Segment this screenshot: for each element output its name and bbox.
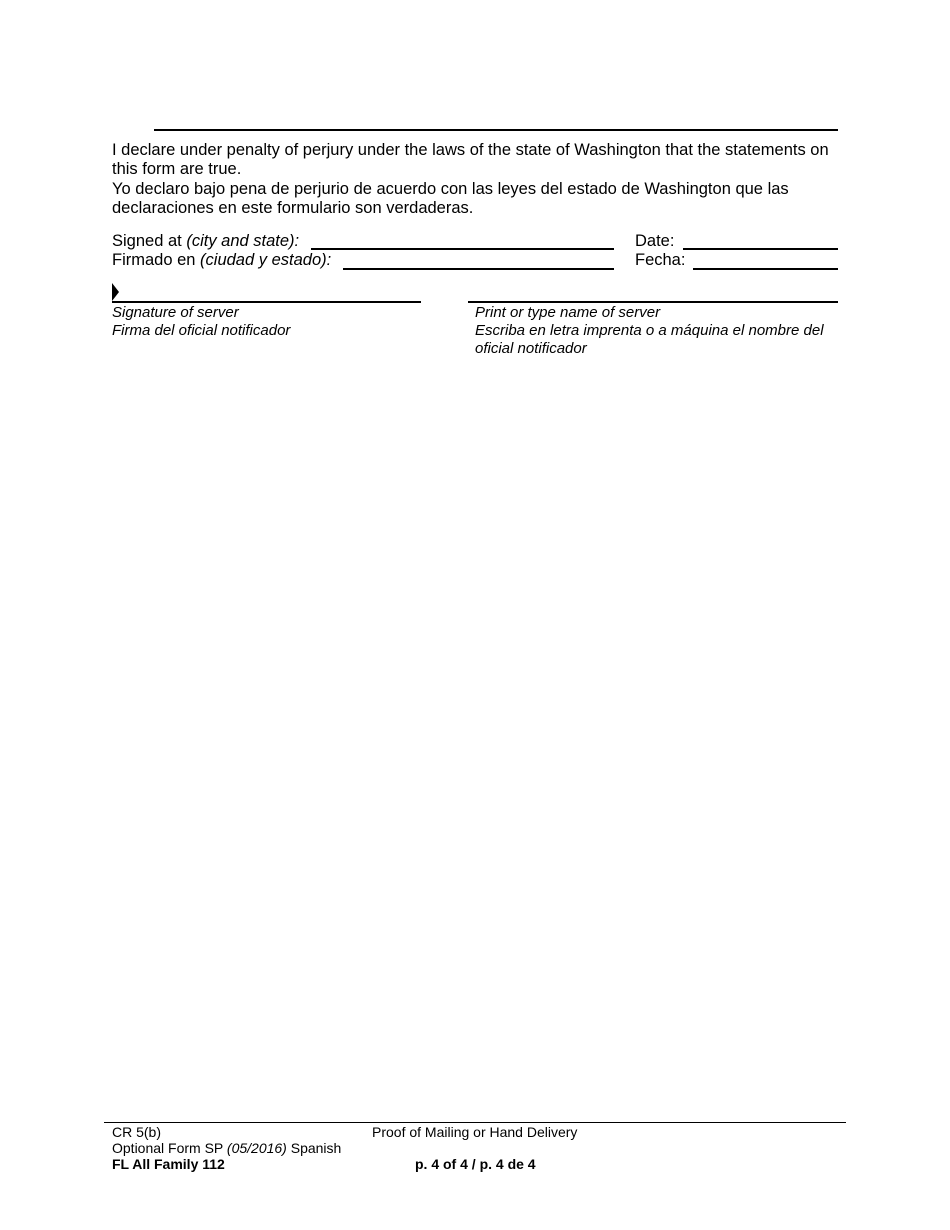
footer-rule-code: CR 5(b) bbox=[112, 1124, 162, 1140]
footer-divider bbox=[104, 1122, 846, 1123]
declaration-spanish: Yo declaro bajo pena de perjurio de acuerdo con las leyes del estado de Washington que las declaraciones en este formulario son verdaderas. bbox=[112, 180, 789, 217]
footer-optional-form-date: (05/2016) bbox=[226, 1140, 287, 1156]
signed-at-hint: (city and state): bbox=[186, 232, 300, 250]
footer-optional-form-suffix: Spanish bbox=[290, 1140, 342, 1156]
firmado-en-text: Firmado en bbox=[112, 251, 196, 269]
firmado-en-field[interactable] bbox=[343, 268, 614, 270]
signed-at-field[interactable] bbox=[311, 248, 614, 250]
signature-caption-es: Firma del oficial notificador bbox=[112, 322, 291, 339]
firmado-en-hint: (ciudad y estado): bbox=[200, 251, 332, 269]
signature-arrow-icon bbox=[112, 283, 119, 301]
print-name-field[interactable] bbox=[468, 301, 838, 303]
firmado-en-label bbox=[112, 251, 331, 270]
signed-at-text: Signed at bbox=[112, 232, 182, 250]
fecha-label: Fecha: bbox=[635, 251, 686, 269]
fecha-field[interactable] bbox=[693, 268, 838, 270]
date-label: Date: bbox=[635, 232, 675, 250]
declaration-english: I declare under penalty of perjury under the laws of the state of Washington that the statements on this form are true. bbox=[112, 141, 829, 178]
footer-page-number: p. 4 of 4 / p. 4 de 4 bbox=[415, 1156, 536, 1172]
signature-field[interactable] bbox=[112, 301, 421, 303]
footer-optional-form bbox=[112, 1140, 341, 1156]
signature-caption bbox=[112, 304, 432, 340]
footer-title: Proof of Mailing or Hand Delivery bbox=[372, 1124, 578, 1140]
signature-caption-en: Signature of server bbox=[112, 304, 239, 321]
print-name-caption bbox=[475, 304, 845, 358]
footer-optional-form-prefix: Optional Form SP bbox=[112, 1140, 224, 1156]
footer-form-id: FL All Family 112 bbox=[112, 1156, 225, 1172]
print-name-caption-es: Escriba en letra imprenta o a máquina el nombre del oficial notificador bbox=[475, 322, 824, 357]
print-name-caption-en: Print or type name of server bbox=[475, 304, 661, 321]
signed-at-label bbox=[112, 232, 299, 251]
top-divider bbox=[154, 129, 838, 131]
date-field[interactable] bbox=[683, 248, 838, 250]
